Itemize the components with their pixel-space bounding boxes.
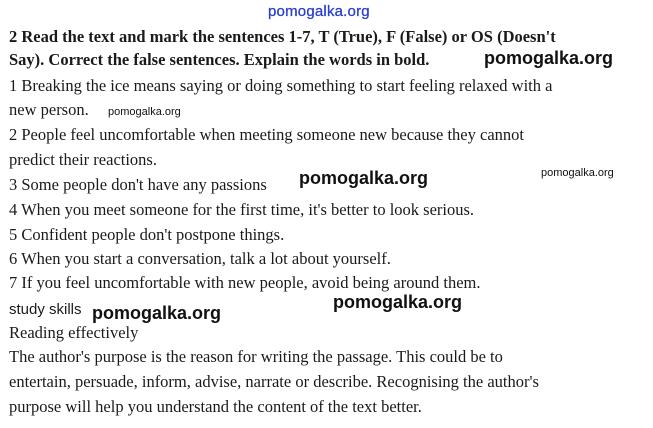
- study-skills-label: study skills: [9, 301, 82, 318]
- sentence-2-line-2: predict their reactions.: [9, 150, 157, 169]
- study-skills-paragraph-line-1: The author's purpose is the reason for writing the passage. This could be to: [9, 347, 503, 366]
- watermark-top: pomogalka.org: [268, 3, 370, 20]
- sentence-2-line-1: 2 People feel uncomfortable when meeting someone new because they cannot: [9, 125, 524, 144]
- sentence-1-line-1: 1 Breaking the ice means saying or doing something to start feeling relaxed with a: [9, 76, 553, 95]
- sentence-5: 5 Confident people don't postpone things.: [9, 225, 285, 244]
- study-skills-paragraph-line-2: entertain, persuade, inform, advise, narrate or describe. Recognising the author's: [9, 372, 539, 391]
- watermark-6: pomogalka.org: [92, 303, 222, 323]
- sentence-1-line-2: new person.: [9, 100, 89, 119]
- watermark-1: pomogalka.org: [484, 48, 614, 68]
- sentence-3: 3 Some people don't have any passions: [9, 175, 267, 194]
- task-heading-line-2: Say). Correct the false sentences. Explain the words in bold.: [9, 50, 430, 69]
- sentence-7: 7 If you feel uncomfortable with new people, avoid being around them.: [9, 273, 481, 292]
- sentence-4: 4 When you meet someone for the first time, it's better to look serious.: [9, 200, 475, 219]
- study-skills-subheading: Reading effectively: [9, 323, 139, 342]
- sentence-6: 6 When you start a conversation, talk a lot about yourself.: [9, 249, 391, 268]
- study-skills-paragraph-line-3: purpose will help you understand the content of the text better.: [9, 397, 422, 416]
- task-heading-line-1: 2 Read the text and mark the sentences 1-7, T (True), F (False) or OS (Doesn't: [9, 27, 556, 46]
- watermark-3: pomogalka.org: [299, 168, 429, 188]
- watermark-2: pomogalka.org: [108, 106, 181, 118]
- watermark-5: pomogalka.org: [333, 292, 463, 312]
- watermark-4: pomogalka.org: [541, 167, 614, 179]
